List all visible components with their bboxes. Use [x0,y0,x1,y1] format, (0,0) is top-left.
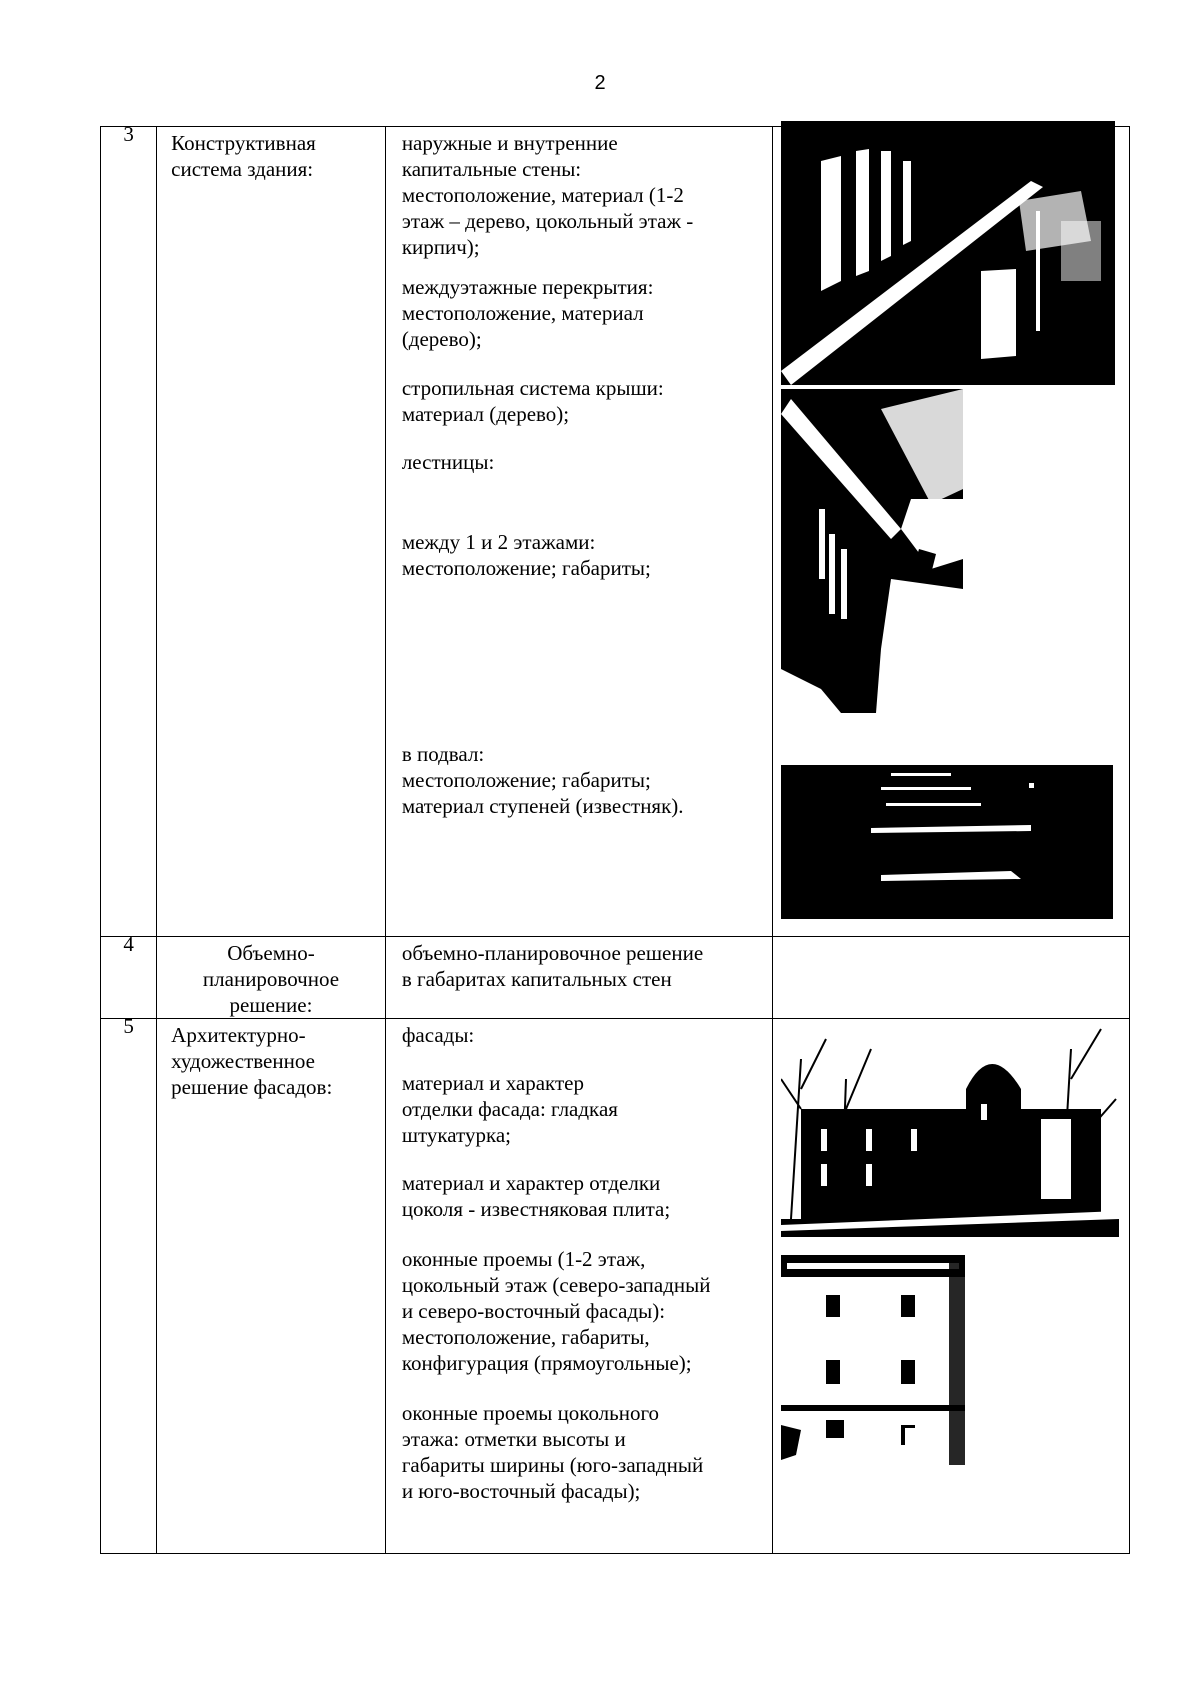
description-item: лестницы: [401,450,495,474]
row-number: 5 [123,1014,134,1038]
description-item: объемно-планировочное решение в габаритах капитальных стен [401,941,704,991]
description-item: фасады: [401,1023,475,1047]
description-item: в подвал: местоположение; габариты; материал ступеней (известняк). [401,742,684,818]
description-item: оконные проемы цокольного этажа: отметки высоты и габариты ширины (юго-западный и юго-восточный фасады); [401,1401,704,1503]
basement-steps-photo [781,765,1113,919]
page-number: 2 [594,72,606,94]
building-facade-photo [781,1019,1119,1237]
row-number: 3 [123,122,134,146]
table-row [101,127,1130,937]
table-row [101,1019,1130,1554]
row-number: 4 [123,932,134,956]
table-row [101,937,1130,1019]
description-item: наружные и внутренние капитальные стены: местоположение, материал (1-2 этаж – дерево, цокольный этаж - кирпич); [401,131,694,259]
row-title: Конструктивная система здания: [171,131,316,181]
row-title: Архитектурно- художественное решение фасадов: [171,1023,333,1099]
register-table [100,122,1130,1554]
staircase-interior-photo [781,121,1115,385]
description-item: материал и характер отделки фасада: гладкая штукатурка; [401,1071,618,1147]
row-title: Объемно- планировочное решение: [202,941,340,1017]
description-item: междуэтажные перекрытия: местоположение, материал (дерево); [401,275,654,351]
facade-windows-photo [781,1255,965,1465]
staircase-landing-photo [781,389,963,713]
description-item: между 1 и 2 этажами: местоположение; габариты; [401,530,651,580]
description-item: материал и характер отделки цоколя - известняковая плита; [401,1171,671,1221]
description-item: оконные проемы (1-2 этаж, цокольный этаж (северо-западный и северо-восточный фасады): местоположение, габариты, конфигурация (прямоугольные); [401,1247,711,1375]
description-item: стропильная система крыши: материал (дерево); [401,376,664,426]
